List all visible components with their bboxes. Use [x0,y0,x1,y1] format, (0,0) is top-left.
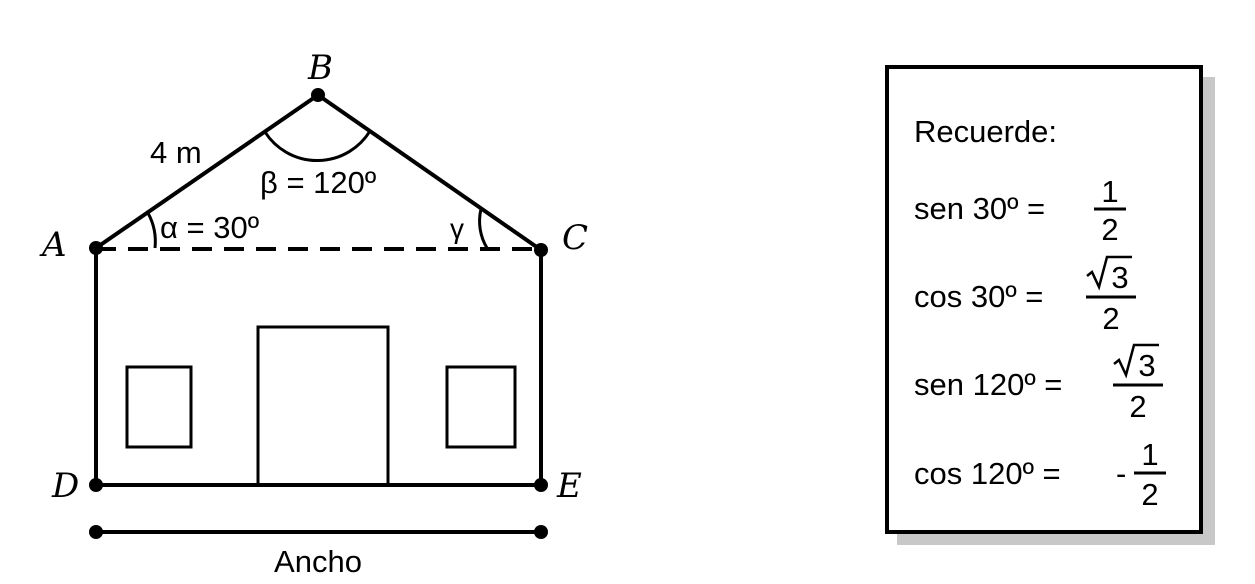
identity-1-lhs: sen 30º = [914,191,1054,226]
reminder-title: Recuerde: [914,114,1058,149]
width-dimension-right-dot [534,525,548,539]
point-label-c: C [562,218,589,258]
window-left [127,367,191,447]
width-dimension-left-dot [89,525,103,539]
point-label-b: B [308,48,333,88]
identity-2-numerator: 3 [1111,260,1129,295]
door [258,327,388,485]
identity-3-numerator: 3 [1138,348,1156,383]
point-c-dot [534,243,548,257]
width-label: Ancho [274,544,362,579]
point-b-dot [311,88,325,102]
window-right [447,367,515,447]
angle-label-beta: β = 120º [260,165,377,200]
angle-arc-beta [265,131,370,161]
identity-1-denominator: 2 [1101,212,1119,247]
point-label-e: E [557,466,582,506]
identity-1-numerator: 1 [1101,174,1119,209]
identity-4-sign: - [1116,456,1127,491]
point-d-dot [89,478,103,492]
identity-2-denominator: 2 [1102,301,1120,336]
angle-arc-alpha [148,213,155,248]
identity-4-lhs: cos 120º = [914,456,1070,491]
angle-label-gamma: γ [450,213,464,244]
identity-2-lhs: cos 30º = [914,279,1052,314]
point-a-dot [89,241,103,255]
identity-4-numerator: 1 [1141,437,1159,472]
identity-3-lhs: sen 120º = [914,367,1071,402]
point-label-d: D [52,466,80,506]
identity-4-denominator: 2 [1141,477,1159,512]
identity-3-denominator: 2 [1129,389,1147,424]
angle-label-alpha: α = 30º [160,210,260,245]
angle-arc-gamma [480,209,487,248]
side-length-label: 4 m [150,135,202,170]
point-e-dot [534,478,548,492]
point-label-a: A [42,225,67,265]
